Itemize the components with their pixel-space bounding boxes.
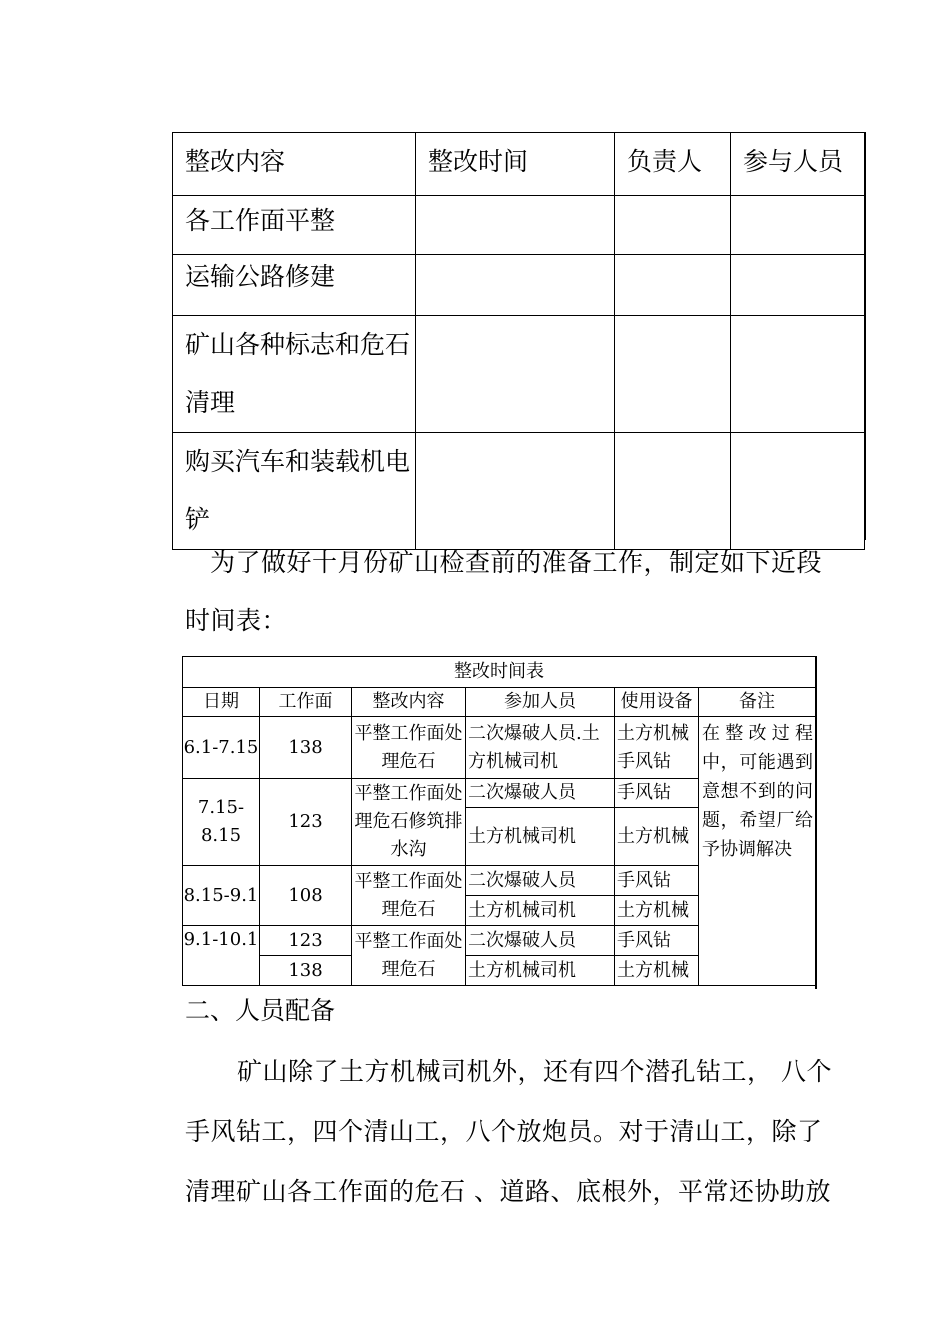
header-staff: 参加人员 bbox=[466, 688, 615, 717]
cell-face: 123 bbox=[260, 926, 352, 956]
row-time bbox=[416, 255, 615, 316]
table-row bbox=[183, 717, 816, 779]
table-header-row bbox=[183, 688, 816, 717]
cell-staff: 二次爆破人员.土方机械司机 bbox=[466, 717, 615, 779]
row-participants bbox=[731, 433, 865, 550]
cell-equipment: 土方机械 bbox=[615, 808, 699, 866]
header-time: 整改时间 bbox=[416, 133, 615, 196]
table-row bbox=[173, 255, 865, 316]
cell-equipment: 土方机械 bbox=[615, 956, 699, 986]
table-row bbox=[173, 196, 865, 255]
row-participants bbox=[731, 255, 865, 316]
cell-staff: 土方机械司机 bbox=[466, 808, 615, 866]
table-border bbox=[815, 656, 817, 989]
cell-staff: 土方机械司机 bbox=[466, 896, 615, 926]
row-time bbox=[416, 433, 615, 550]
row-responsible bbox=[615, 433, 731, 550]
table-header-row bbox=[173, 133, 865, 196]
rectification-plan-table bbox=[172, 132, 865, 550]
cell-face: 138 bbox=[260, 717, 352, 779]
cell-date: 6.1-7.15 bbox=[183, 717, 260, 779]
cell-equipment: 土方机械手风钻 bbox=[615, 717, 699, 779]
cell-face: 138 bbox=[260, 956, 352, 986]
header-responsible: 负责人 bbox=[615, 133, 731, 196]
header-participants: 参与人员 bbox=[731, 133, 865, 196]
row-responsible bbox=[615, 316, 731, 433]
cell-content: 平整工作面处理危石 bbox=[352, 926, 466, 986]
header-content: 整改内容 bbox=[352, 688, 466, 717]
table-border bbox=[864, 132, 866, 540]
table-row bbox=[173, 316, 865, 433]
cell-face: 108 bbox=[260, 866, 352, 926]
cell-equipment: 手风钻 bbox=[615, 926, 699, 956]
cell-notes: 在整改过程中，可能遇到意想不到的问题，希望厂给予协调解决 bbox=[699, 717, 816, 986]
cell-staff: 二次爆破人员 bbox=[466, 866, 615, 896]
section-heading: 二、人员配备 bbox=[185, 996, 336, 1025]
intro-paragraph: 为了做好十月份矿山检查前的准备工作，制定如下近段时间表： bbox=[185, 548, 823, 635]
staffing-paragraph: 矿山除了土方机械司机外，还有四个潜孔钻工， 八个手风钻工，四个清山工，八个放炮员。对于清山工，除了清理矿山各工作面的危石 、道路、底根外，平常还协助放 bbox=[185, 1057, 832, 1206]
schedule-title: 整改时间表 bbox=[183, 657, 816, 688]
row-content: 购买汽车和装载机电铲 bbox=[173, 433, 416, 550]
row-content: 矿山各种标志和危石清理 bbox=[173, 316, 416, 433]
cell-content: 平整工作面处理危石 bbox=[352, 866, 466, 926]
row-content: 各工作面平整 bbox=[173, 196, 416, 255]
cell-equipment: 手风钻 bbox=[615, 866, 699, 896]
row-content: 运输公路修建 bbox=[173, 255, 416, 316]
table-row bbox=[173, 433, 865, 550]
schedule-table bbox=[182, 656, 816, 986]
cell-equipment: 土方机械 bbox=[615, 896, 699, 926]
row-time bbox=[416, 316, 615, 433]
cell-content: 平整工作面处理危石修筑排水沟 bbox=[352, 779, 466, 866]
cell-date: 7.15-8.15 bbox=[183, 779, 260, 866]
cell-staff: 土方机械司机 bbox=[466, 956, 615, 986]
cell-date: 8.15-9.1 bbox=[183, 866, 260, 926]
cell-content: 平整工作面处理危石 bbox=[352, 717, 466, 779]
row-responsible bbox=[615, 196, 731, 255]
cell-staff: 二次爆破人员 bbox=[466, 779, 615, 808]
row-responsible bbox=[615, 255, 731, 316]
row-participants bbox=[731, 196, 865, 255]
header-equipment: 使用设备 bbox=[615, 688, 699, 717]
cell-staff: 二次爆破人员 bbox=[466, 926, 615, 956]
cell-equipment: 手风钻 bbox=[615, 779, 699, 808]
cell-face: 123 bbox=[260, 779, 352, 866]
header-date: 日期 bbox=[183, 688, 260, 717]
header-content: 整改内容 bbox=[173, 133, 416, 196]
row-participants bbox=[731, 316, 865, 433]
cell-date: 9.1-10.1 bbox=[183, 926, 260, 986]
header-notes: 备注 bbox=[699, 688, 816, 717]
header-face: 工作面 bbox=[260, 688, 352, 717]
row-time bbox=[416, 196, 615, 255]
